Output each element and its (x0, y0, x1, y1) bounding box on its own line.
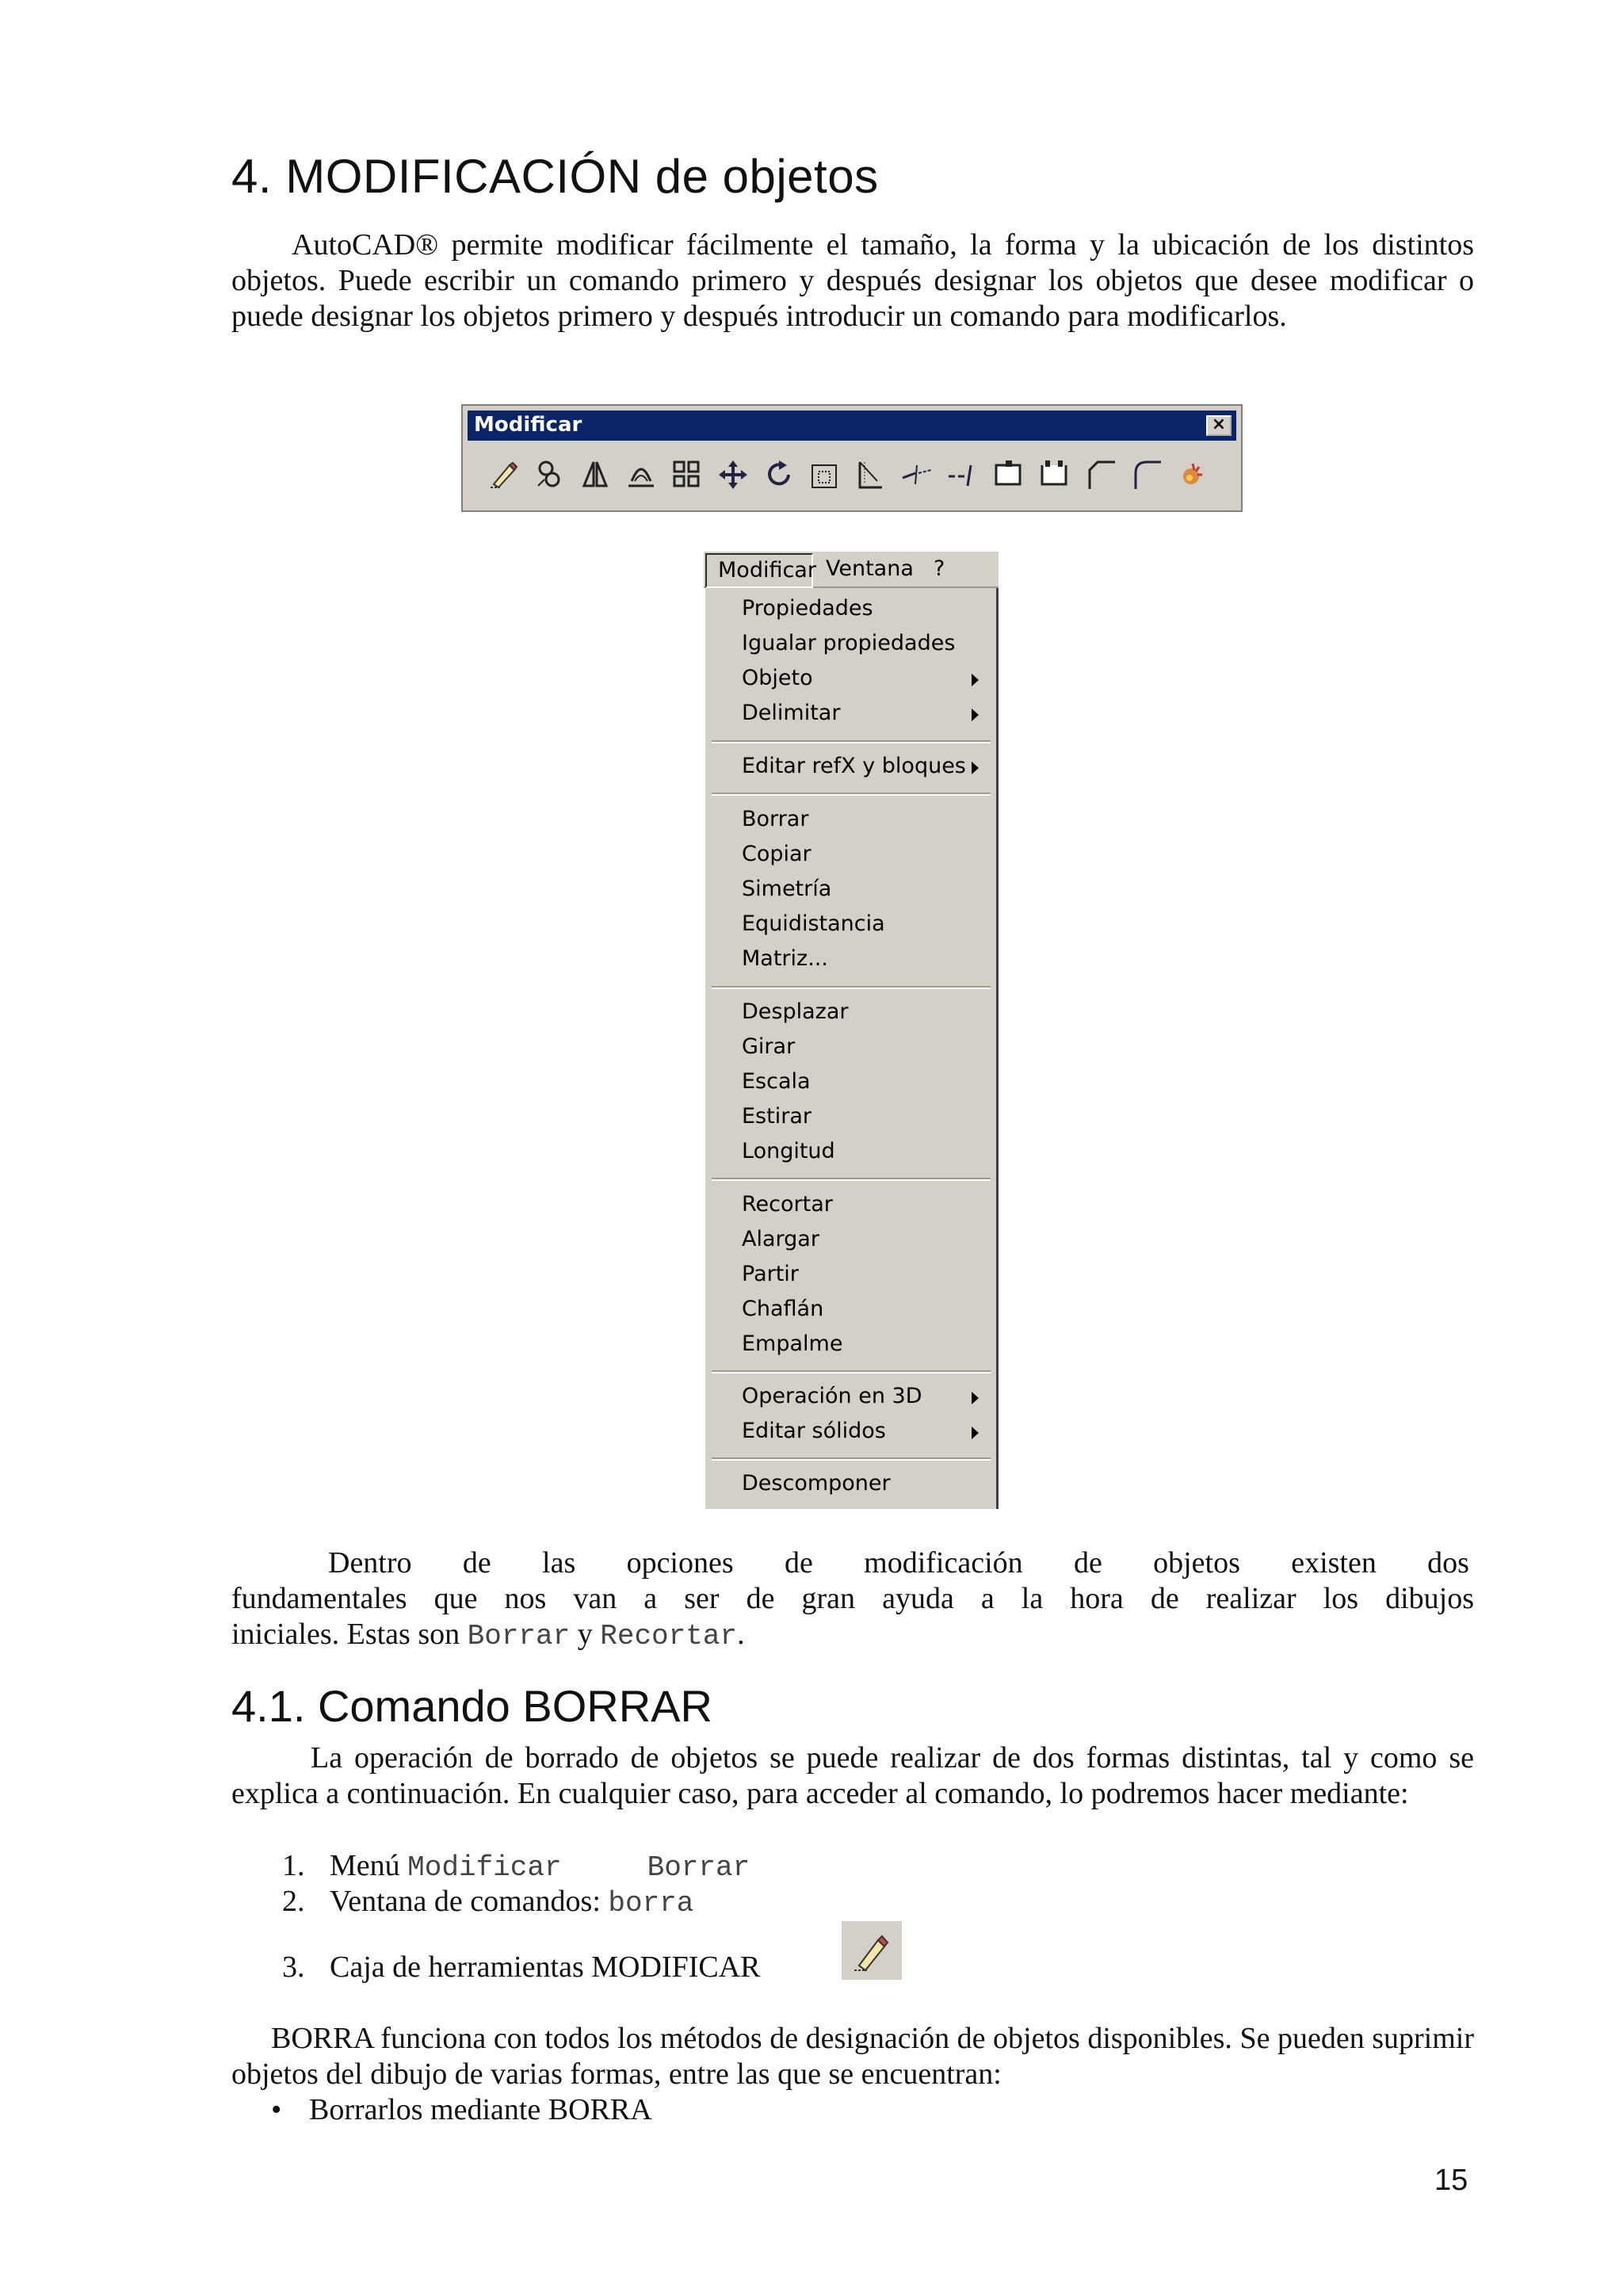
scale-icon[interactable] (802, 455, 848, 495)
menu-help[interactable]: ? (934, 556, 945, 581)
options-line-3-mid: y (570, 1618, 601, 1651)
word: opciones (626, 1546, 734, 1580)
list-item (0, 1950, 1623, 1988)
menu-item-copiar[interactable]: Copiar (742, 842, 812, 866)
word: existen (1291, 1546, 1377, 1580)
array-icon[interactable] (664, 455, 710, 495)
menu-dropdown (704, 588, 999, 1509)
bullet-text: Borrarlos mediante BORRA (309, 2093, 652, 2126)
list-text (330, 1884, 693, 1921)
code-recortar: Recortar (600, 1620, 738, 1652)
submenu-arrow-icon (972, 762, 979, 774)
submenu-arrow-icon (972, 674, 979, 686)
submenu-arrow-icon (972, 1392, 979, 1404)
list-text-prefix: Ventana de comandos: (330, 1885, 609, 1918)
borra-paragraph (231, 2021, 1474, 2092)
menu-separator (712, 793, 991, 796)
stretch-icon[interactable] (848, 455, 894, 495)
list-number: 2. (282, 1885, 305, 1918)
list-number: 1. (282, 1849, 305, 1882)
copy-icon[interactable] (526, 455, 572, 495)
code-borra: borra (608, 1887, 694, 1920)
intro-paragraph (231, 227, 1474, 334)
menu-item-propiedades[interactable]: Propiedades (742, 596, 873, 621)
section-paragraph-text: La operación de borrado de objetos se puede realizar de dos formas distintas, tal y como se explica a continuación. En cualquier caso, para acceder al comando, lo podremos hacer mediante: (231, 1741, 1474, 1810)
word: de (462, 1546, 491, 1580)
word: de (1073, 1546, 1102, 1580)
list-item (0, 1848, 1623, 1886)
options-line-3-post: . (737, 1618, 745, 1651)
options-line-1 (231, 1545, 1474, 1581)
menu-item-editar-refx[interactable]: Editar refX y bloques (742, 754, 966, 778)
toolbar-title: Modificar (474, 413, 582, 437)
options-line-2: fundamentales que nos van a ser de gran ayuda a la hora de realizar los dibujos (231, 1582, 1474, 1615)
options-line-3-pre: iniciales. Estas son (231, 1618, 468, 1651)
submenu-arrow-icon (972, 709, 979, 721)
menu-modificar[interactable]: Modificar (705, 553, 813, 588)
menu-item-operacion-3d[interactable]: Operación en 3D (742, 1384, 922, 1408)
bullet-item (0, 2092, 1623, 2130)
menu-item-escala[interactable]: Escala (742, 1069, 811, 1094)
menu-separator (712, 1370, 991, 1373)
extend-icon[interactable] (940, 455, 986, 495)
menu-item-borrar[interactable]: Borrar (742, 807, 809, 831)
menu-item-objeto[interactable]: Objeto (742, 666, 813, 690)
menu-item-chaflan[interactable]: Chaflán (742, 1297, 824, 1321)
list-number: 3. (282, 1950, 305, 1984)
menu-separator (712, 740, 991, 743)
menu-item-equidistancia[interactable]: Equidistancia (742, 911, 885, 936)
options-paragraph (231, 1545, 1474, 1654)
menu-item-girar[interactable]: Girar (742, 1034, 796, 1059)
menu-item-longitud[interactable]: Longitud (742, 1139, 835, 1163)
mirror-icon[interactable] (572, 455, 618, 495)
close-icon[interactable]: × (1206, 415, 1232, 436)
menu-item-alargar[interactable]: Alargar (742, 1227, 819, 1251)
erase-icon[interactable] (480, 455, 526, 495)
list-item (0, 1884, 1623, 1922)
menu-item-igualar-propiedades[interactable]: Igualar propiedades (742, 631, 956, 655)
explode-icon[interactable] (1170, 455, 1216, 495)
word: de (784, 1546, 813, 1580)
word: las (542, 1546, 576, 1580)
word: objetos (1153, 1546, 1240, 1580)
break-at-point-icon[interactable] (986, 455, 1032, 495)
section-title: 4.1. Comando BORRAR (231, 1681, 712, 1731)
word: dos (1427, 1546, 1469, 1580)
fillet-icon[interactable] (1124, 455, 1170, 495)
modificar-toolbar (461, 404, 1243, 512)
section-paragraph (231, 1740, 1474, 1812)
options-line-3 (231, 1617, 1474, 1654)
borra-paragraph-text: BORRA funciona con todos los métodos de designación de objetos disponibles. Se pueden suprimir objetos del dibujo de varias formas, entre las que se encuentran: (231, 2022, 1474, 2091)
menu-bar (704, 550, 999, 588)
menu-item-desplazar[interactable]: Desplazar (742, 999, 849, 1024)
menu-ventana[interactable]: Ventana (826, 556, 914, 581)
toolbar-titlebar (468, 411, 1236, 441)
menu-separator (712, 1457, 991, 1461)
menu-item-editar-solidos[interactable]: Editar sólidos (742, 1419, 886, 1443)
word: modificación (864, 1546, 1023, 1580)
menu-item-simetria[interactable]: Simetría (742, 877, 832, 901)
modificar-menu (704, 550, 999, 1509)
move-icon[interactable] (710, 455, 756, 495)
menu-separator (712, 1178, 991, 1181)
menu-item-empalme[interactable]: Empalme (742, 1331, 843, 1356)
trim-icon[interactable] (894, 455, 940, 495)
code-borrar: Borrar (467, 1620, 571, 1652)
erase-icon (842, 1921, 902, 1980)
code-modificar: Modificar (407, 1851, 562, 1884)
list-text (330, 1848, 750, 1885)
rotate-icon[interactable] (756, 455, 802, 495)
menu-separator (712, 986, 991, 989)
offset-icon[interactable] (618, 455, 664, 495)
chamfer-icon[interactable] (1078, 455, 1124, 495)
break-icon[interactable] (1032, 455, 1078, 495)
list-text: Caja de herramientas MODIFICAR (330, 1950, 761, 1984)
page-title: 4. MODIFICACIÓN de objetos (231, 150, 879, 203)
menu-item-descomponer[interactable]: Descomponer (742, 1471, 891, 1496)
code-borrar: Borrar (647, 1851, 750, 1884)
toolbar-icons (480, 455, 1216, 495)
submenu-arrow-icon (972, 1427, 979, 1439)
menu-item-estirar[interactable]: Estirar (742, 1104, 812, 1129)
bullet-icon: • (271, 2093, 282, 2126)
menu-item-recortar[interactable]: Recortar (742, 1192, 833, 1217)
list-text-prefix: Menú (330, 1849, 408, 1882)
menu-item-partir[interactable]: Partir (742, 1262, 799, 1286)
word: Dentro (328, 1546, 412, 1580)
intro-text: AutoCAD® permite modificar fácilmente el tamaño, la forma y la ubicación de los distintos objetos. Puede escribir un comando primero y después designar los objetos que desee modificar o puede designar los objetos primero y después introducir un comando para modificarlos. (231, 228, 1474, 333)
menu-item-delimitar[interactable]: Delimitar (742, 701, 841, 725)
menu-item-matriz[interactable]: Matriz... (742, 946, 828, 971)
page-number: 15 (1434, 2164, 1468, 2197)
